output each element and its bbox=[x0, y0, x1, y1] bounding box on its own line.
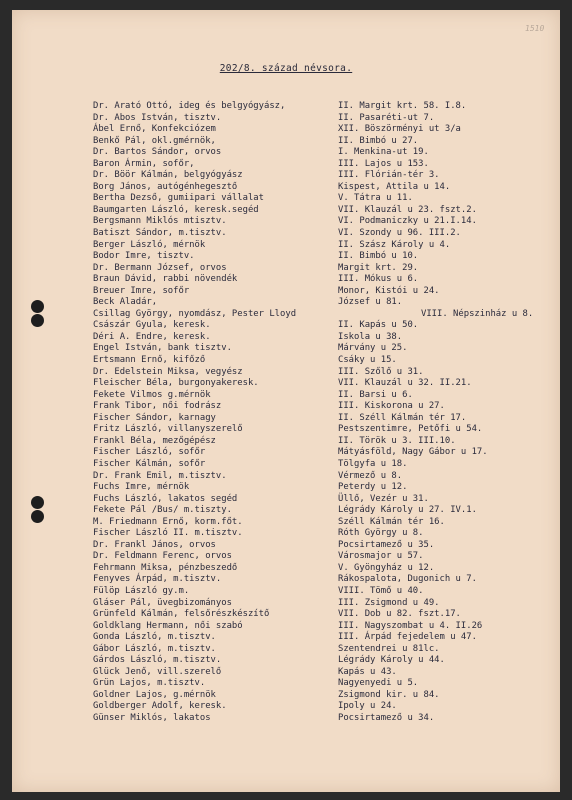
roster-address: II. Kapás u 50. bbox=[338, 320, 419, 331]
roster-name: Fischer Sándor, karnagy bbox=[93, 412, 216, 423]
roster-name: Fischer Kálmán, sofőr bbox=[93, 458, 206, 469]
roster-name: Berger László, mérnök bbox=[93, 239, 206, 250]
roster-name: Gonda László, m.tisztv. bbox=[93, 632, 216, 643]
roster-row bbox=[12, 332, 560, 344]
roster-name: Glück Jenő, vill.szerelő bbox=[93, 666, 222, 677]
roster-address: Pocsirtamező u 35. bbox=[338, 539, 435, 550]
roster-row bbox=[12, 459, 560, 471]
roster-name: Fritz László, villanyszerelő bbox=[93, 424, 243, 435]
roster-address: VII. Klauzál u 23. fszt.2. bbox=[338, 204, 477, 215]
roster-name: Fehrmann Miksa, pénzbeszedő bbox=[93, 562, 238, 573]
roster-address: Kapás u 43. bbox=[338, 666, 397, 677]
roster-address: VIII. Népszinház u 8. bbox=[421, 308, 534, 319]
roster-address: II. Bimbó u 10. bbox=[338, 251, 419, 262]
roster-name: Goldberger Adolf, keresk. bbox=[93, 701, 227, 712]
roster-address: Monor, Kistói u 24. bbox=[338, 285, 440, 296]
roster-row bbox=[12, 690, 560, 702]
roster-row bbox=[12, 528, 560, 540]
roster-name: Frankl Béla, mezőgépész bbox=[93, 435, 216, 446]
roster-address: V. Gyöngyház u 12. bbox=[338, 562, 435, 573]
corner-pencil-mark: 1510 bbox=[525, 24, 545, 33]
roster-name: Borg János, autógénhegesztő bbox=[93, 181, 238, 192]
roster-address: II. Széll Kálmán tér 17. bbox=[338, 412, 467, 423]
roster-row bbox=[12, 655, 560, 667]
roster-name: Dr. Bartos Sándor, orvos bbox=[93, 147, 222, 158]
punch-hole-second bbox=[31, 314, 44, 327]
roster-name: Fischer László, sofőr bbox=[93, 447, 206, 458]
roster-row bbox=[12, 367, 560, 379]
roster-name: Dr. Frank Emil, m.tisztv. bbox=[93, 470, 227, 481]
roster-row bbox=[12, 182, 560, 194]
roster-name: Gárdos László, m.tisztv. bbox=[93, 655, 222, 666]
roster-address: II. Pasaréti-ut 7. bbox=[338, 112, 435, 123]
roster-row bbox=[12, 274, 560, 286]
roster-address: Márvány u 25. bbox=[338, 343, 408, 354]
roster-list bbox=[12, 101, 560, 725]
roster-row bbox=[12, 551, 560, 563]
roster-row bbox=[12, 170, 560, 182]
roster-address: I. Menkina-ut 19. bbox=[338, 147, 429, 158]
roster-row bbox=[12, 124, 560, 136]
roster-row bbox=[12, 413, 560, 425]
roster-address: Csáky u 15. bbox=[338, 355, 397, 366]
roster-name: Goldklang Hermann, női szabó bbox=[93, 620, 243, 631]
roster-address: Szentendrei u 81lc. bbox=[338, 643, 440, 654]
page-title: 202/8. század névsora. bbox=[219, 63, 353, 74]
roster-address: III. Lajos u 153. bbox=[338, 158, 429, 169]
roster-row bbox=[12, 540, 560, 552]
roster-row bbox=[12, 205, 560, 217]
roster-name: Bertha Dezső, gumiipari vállalat bbox=[93, 193, 264, 204]
roster-name: Baumgarten László, keresk.segéd bbox=[93, 204, 259, 215]
roster-row bbox=[12, 632, 560, 644]
roster-name: Engel István, bank tisztv. bbox=[93, 343, 232, 354]
roster-address: II. Szász Károly u 4. bbox=[338, 239, 451, 250]
roster-row bbox=[12, 598, 560, 610]
roster-name: Fenyves Árpád, m.tisztv. bbox=[93, 574, 222, 585]
roster-name: Gláser Pál, üvegbizományos bbox=[93, 597, 232, 608]
roster-row bbox=[12, 343, 560, 355]
roster-row bbox=[12, 586, 560, 598]
document-sheet bbox=[12, 10, 560, 792]
roster-address: Pestszentimre, Petőfi u 54. bbox=[338, 424, 483, 435]
roster-name: Beck Aladár, bbox=[93, 297, 158, 308]
roster-name: Breuer Imre, sofőr bbox=[93, 285, 190, 296]
roster-row bbox=[12, 517, 560, 529]
roster-address: Pocsirtamező u 34. bbox=[338, 712, 435, 723]
roster-row bbox=[12, 113, 560, 125]
roster-row bbox=[12, 667, 560, 679]
roster-name: Baron Ármin, sofőr, bbox=[93, 158, 195, 169]
roster-row bbox=[12, 286, 560, 298]
roster-name: Grün Lajos, m.tisztv. bbox=[93, 678, 206, 689]
roster-name: Dr. Frankl János, orvos bbox=[93, 539, 216, 550]
roster-row bbox=[12, 159, 560, 171]
roster-row bbox=[12, 424, 560, 436]
roster-address: III. Kiskorona u 27. bbox=[338, 401, 445, 412]
roster-row bbox=[12, 621, 560, 633]
roster-row bbox=[12, 147, 560, 159]
roster-address: Tölgyfa u 18. bbox=[338, 458, 408, 469]
roster-row bbox=[12, 505, 560, 517]
roster-address: III. Nagyszombat u 4. II.26 bbox=[338, 620, 483, 631]
roster-name: Déri A. Endre, keresk. bbox=[93, 331, 211, 342]
roster-address: Rákospalota, Dugonich u 7. bbox=[338, 574, 477, 585]
roster-row bbox=[12, 263, 560, 275]
punch-hole-third bbox=[31, 496, 44, 509]
roster-name: Fülöp László gy.m. bbox=[93, 585, 190, 596]
roster-name: Fuchs László, lakatos segéd bbox=[93, 493, 238, 504]
roster-row bbox=[12, 436, 560, 448]
roster-row bbox=[12, 471, 560, 483]
roster-row bbox=[12, 401, 560, 413]
roster-row bbox=[12, 390, 560, 402]
roster-row bbox=[12, 563, 560, 575]
roster-row bbox=[12, 609, 560, 621]
roster-address: II. Margit krt. 58. I.8. bbox=[338, 101, 467, 111]
roster-name: Fischer László II. m.tisztv. bbox=[93, 528, 243, 539]
roster-address: Kispest, Attila u 14. bbox=[338, 181, 451, 192]
roster-row bbox=[12, 136, 560, 148]
roster-address: VI. Podmaniczky u 21.I.14. bbox=[338, 216, 477, 227]
roster-row bbox=[12, 228, 560, 240]
roster-name: Benkő Pál, okl.gmérnök, bbox=[93, 135, 216, 146]
roster-row bbox=[12, 713, 560, 725]
roster-name: Dr. Feldmann Ferenc, orvos bbox=[93, 551, 232, 562]
roster-address: V. Tátra u 11. bbox=[338, 193, 413, 204]
roster-address: Róth György u 8. bbox=[338, 528, 424, 539]
punch-hole-bottom bbox=[31, 510, 44, 523]
roster-name: Dr. Bermann József, orvos bbox=[93, 262, 227, 273]
roster-row bbox=[12, 644, 560, 656]
roster-row bbox=[12, 447, 560, 459]
roster-name: Fekete Pál /Bus/ m.tiszty. bbox=[93, 505, 232, 516]
roster-name: Ábel Ernő, Konfekciózem bbox=[93, 124, 216, 135]
roster-address: Ipoly u 24. bbox=[338, 701, 397, 712]
roster-name: Fekete Vilmos g.mérnök bbox=[93, 389, 211, 400]
roster-address: Városmajor u 57. bbox=[338, 551, 424, 562]
roster-address: VII. Dob u 82. fszt.17. bbox=[338, 609, 461, 620]
roster-name: Goldner Lajos, g.mérnök bbox=[93, 689, 216, 700]
roster-row bbox=[12, 678, 560, 690]
roster-name: Gábor László, m.tisztv. bbox=[93, 643, 216, 654]
roster-address: III. Zsigmond u 49. bbox=[338, 597, 440, 608]
roster-name: Dr. Abos István, tisztv. bbox=[93, 112, 222, 123]
roster-row bbox=[12, 251, 560, 263]
roster-name: Dr. Edelstein Miksa, vegyész bbox=[93, 366, 243, 377]
roster-row bbox=[12, 101, 560, 113]
roster-address: Margit krt. 29. bbox=[338, 262, 419, 273]
roster-address: III. Árpád fejedelem u 47. bbox=[338, 632, 477, 643]
roster-address: Légrády Károly u 44. bbox=[338, 655, 445, 666]
roster-name: Bodor Imre, tisztv. bbox=[93, 251, 195, 262]
roster-row bbox=[12, 355, 560, 367]
roster-name: Frank Tibor, női fodrász bbox=[93, 401, 222, 412]
roster-address: Légrády Károly u 27. IV.1. bbox=[338, 505, 477, 516]
roster-address: II. Török u 3. III.10. bbox=[338, 435, 456, 446]
roster-address: Széll Kálmán tér 16. bbox=[338, 516, 445, 527]
roster-address: Peterdy u 12. bbox=[338, 482, 408, 493]
roster-name: Grünfeld Kálmán, felsőrészkészítő bbox=[93, 609, 270, 620]
roster-row bbox=[12, 482, 560, 494]
roster-address: III. Szőlő u 31. bbox=[338, 366, 424, 377]
roster-address: VII. Klauzál u 32. II.21. bbox=[338, 378, 472, 389]
roster-row bbox=[12, 297, 560, 309]
roster-row bbox=[12, 701, 560, 713]
roster-row bbox=[12, 574, 560, 586]
roster-name: Ertsmann Ernő, kifőző bbox=[93, 355, 206, 366]
punch-hole-top bbox=[31, 300, 44, 313]
roster-name: Csillag György, nyomdász, Pester Lloyd bbox=[93, 308, 297, 319]
roster-name: Dr. Arató Ottó, ideg és belgyógyász, bbox=[93, 101, 286, 111]
roster-address: III. Flórián-tér 3. bbox=[338, 170, 440, 181]
roster-name: Fuchs Imre, mérnök bbox=[93, 482, 190, 493]
roster-address: Nagyenyedi u 5. bbox=[338, 678, 419, 689]
roster-address: Vérmező u 8. bbox=[338, 470, 403, 481]
roster-row bbox=[12, 216, 560, 228]
roster-address: Iskola u 38. bbox=[338, 331, 403, 342]
roster-address: Mátyásföld, Nagy Gábor u 17. bbox=[338, 447, 488, 458]
roster-row bbox=[12, 494, 560, 506]
roster-address: II. Barsi u 6. bbox=[338, 389, 413, 400]
roster-name: Császár Gyula, keresk. bbox=[93, 320, 211, 331]
roster-address: II. Bimbó u 27. bbox=[338, 135, 419, 146]
roster-address: VIII. Tömő u 40. bbox=[338, 585, 424, 596]
roster-row bbox=[12, 320, 560, 332]
roster-name: Bergsmann Miklós mtisztv. bbox=[93, 216, 227, 227]
roster-row bbox=[12, 193, 560, 205]
roster-name: Fleischer Béla, burgonyakeresk. bbox=[93, 378, 259, 389]
roster-name: Günser Miklós, lakatos bbox=[93, 712, 211, 723]
roster-address: Üllő, Vezér u 31. bbox=[338, 493, 429, 504]
roster-address: III. Mókus u 6. bbox=[338, 274, 419, 285]
roster-name: Braun Dávid, rabbi növendék bbox=[93, 274, 238, 285]
roster-address: VI. Szondy u 96. III.2. bbox=[338, 228, 461, 239]
roster-name: M. Friedmann Ernő, korm.főt. bbox=[93, 516, 243, 527]
roster-address: XII. Böszörményi ut 3/a bbox=[338, 124, 461, 135]
roster-name: Dr. Böör Kálmán, belgyógyász bbox=[93, 170, 243, 181]
roster-row bbox=[12, 240, 560, 252]
roster-row bbox=[12, 309, 560, 321]
roster-name: Batiszt Sándor, m.tisztv. bbox=[93, 228, 227, 239]
roster-row bbox=[12, 378, 560, 390]
roster-address: Zsigmond kir. u 84. bbox=[338, 689, 440, 700]
roster-address: József u 81. bbox=[338, 297, 403, 308]
